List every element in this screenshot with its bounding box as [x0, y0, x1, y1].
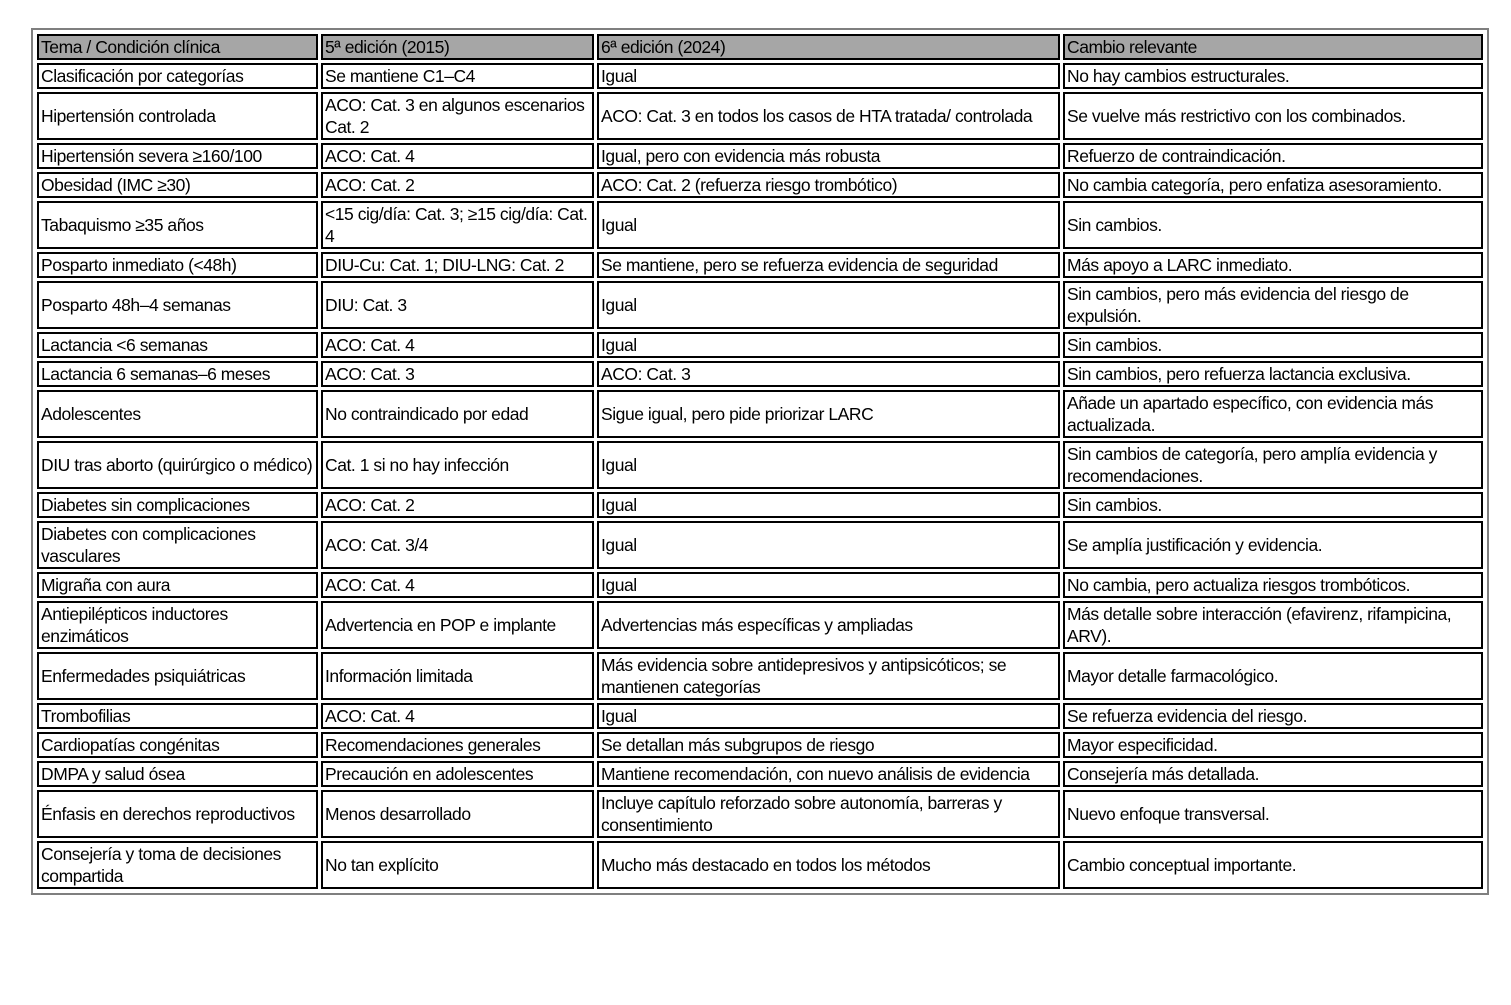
- cell-edition-6: Igual: [597, 332, 1060, 358]
- cell-topic: Diabetes sin complicaciones: [37, 492, 318, 518]
- cell-edition-6: ACO: Cat. 3 en todos los casos de HTA tratada/ controlada: [597, 92, 1060, 140]
- cell-change: Nuevo enfoque transversal.: [1063, 790, 1483, 838]
- cell-topic: Cardiopatías congénitas: [37, 732, 318, 758]
- cell-change: Se vuelve más restrictivo con los combinados.: [1063, 92, 1483, 140]
- cell-edition-6: ACO: Cat. 2 (refuerza riesgo trombótico): [597, 172, 1060, 198]
- table-row: [37, 281, 1483, 329]
- cell-change: Mayor especificidad.: [1063, 732, 1483, 758]
- cell-edition-5: ACO: Cat. 4: [321, 703, 594, 729]
- cell-edition-5: Información limitada: [321, 652, 594, 700]
- cell-change: Se amplía justificación y evidencia.: [1063, 521, 1483, 569]
- table-row: [37, 63, 1483, 89]
- table-row: [37, 790, 1483, 838]
- cell-change: Añade un apartado específico, con evidencia más actualizada.: [1063, 390, 1483, 438]
- table-row: [37, 703, 1483, 729]
- cell-topic: Migraña con aura: [37, 572, 318, 598]
- cell-edition-6: Igual: [597, 201, 1060, 249]
- header-edition-6: 6ª edición (2024): [597, 34, 1060, 60]
- comparison-table-container: [31, 28, 1489, 895]
- header-topic: Tema / Condición clínica: [37, 34, 318, 60]
- cell-edition-6: Mantiene recomendación, con nuevo análisis de evidencia: [597, 761, 1060, 787]
- cell-edition-5: ACO: Cat. 4: [321, 143, 594, 169]
- cell-change: Sin cambios.: [1063, 201, 1483, 249]
- header-edition-5: 5ª edición (2015): [321, 34, 594, 60]
- table-header: [37, 34, 1483, 60]
- table-row: [37, 761, 1483, 787]
- cell-edition-6: Igual, pero con evidencia más robusta: [597, 143, 1060, 169]
- cell-topic: Enfermedades psiquiátricas: [37, 652, 318, 700]
- cell-change: Más detalle sobre interacción (efavirenz, rifampicina, ARV).: [1063, 601, 1483, 649]
- cell-edition-5: Advertencia en POP e implante: [321, 601, 594, 649]
- table-row: [37, 143, 1483, 169]
- cell-change: Refuerzo de contraindicación.: [1063, 143, 1483, 169]
- comparison-table: [34, 31, 1486, 892]
- cell-change: Sin cambios, pero refuerza lactancia exclusiva.: [1063, 361, 1483, 387]
- cell-change: Mayor detalle farmacológico.: [1063, 652, 1483, 700]
- cell-change: Sin cambios.: [1063, 492, 1483, 518]
- table-row: [37, 390, 1483, 438]
- cell-change: Cambio conceptual importante.: [1063, 841, 1483, 889]
- cell-change: Sin cambios.: [1063, 332, 1483, 358]
- cell-edition-5: No tan explícito: [321, 841, 594, 889]
- table-row: [37, 361, 1483, 387]
- cell-topic: Clasificación por categorías: [37, 63, 318, 89]
- header-change: Cambio relevante: [1063, 34, 1483, 60]
- cell-topic: Antiepilépticos inductores enzimáticos: [37, 601, 318, 649]
- cell-edition-5: ACO: Cat. 2: [321, 172, 594, 198]
- cell-edition-6: Sigue igual, pero pide priorizar LARC: [597, 390, 1060, 438]
- cell-topic: DIU tras aborto (quirúrgico o médico): [37, 441, 318, 489]
- cell-edition-5: ACO: Cat. 4: [321, 572, 594, 598]
- cell-edition-6: Igual: [597, 492, 1060, 518]
- table-row: [37, 521, 1483, 569]
- table-row: [37, 652, 1483, 700]
- cell-edition-5: ACO: Cat. 3/4: [321, 521, 594, 569]
- cell-edition-6: Igual: [597, 441, 1060, 489]
- table-row: [37, 841, 1483, 889]
- cell-edition-5: <15 cig/día: Cat. 3; ≥15 cig/día: Cat. 4: [321, 201, 594, 249]
- cell-edition-6: Igual: [597, 572, 1060, 598]
- cell-topic: Lactancia 6 semanas–6 meses: [37, 361, 318, 387]
- cell-edition-6: Se mantiene, pero se refuerza evidencia de seguridad: [597, 252, 1060, 278]
- cell-edition-5: No contraindicado por edad: [321, 390, 594, 438]
- table-row: [37, 252, 1483, 278]
- cell-edition-6: Igual: [597, 63, 1060, 89]
- cell-change: Sin cambios de categoría, pero amplía evidencia y recomendaciones.: [1063, 441, 1483, 489]
- cell-edition-5: Menos desarrollado: [321, 790, 594, 838]
- cell-edition-5: Se mantiene C1–C4: [321, 63, 594, 89]
- cell-change: Sin cambios, pero más evidencia del riesgo de expulsión.: [1063, 281, 1483, 329]
- cell-edition-5: DIU-Cu: Cat. 1; DIU-LNG: Cat. 2: [321, 252, 594, 278]
- cell-topic: Consejería y toma de decisiones compartida: [37, 841, 318, 889]
- table-body: [37, 63, 1483, 889]
- table-row: [37, 441, 1483, 489]
- cell-change: Se refuerza evidencia del riesgo.: [1063, 703, 1483, 729]
- table-row: [37, 201, 1483, 249]
- cell-edition-5: Cat. 1 si no hay infección: [321, 441, 594, 489]
- cell-change: No hay cambios estructurales.: [1063, 63, 1483, 89]
- cell-change: No cambia, pero actualiza riesgos trombóticos.: [1063, 572, 1483, 598]
- cell-topic: Posparto 48h–4 semanas: [37, 281, 318, 329]
- cell-change: Más apoyo a LARC inmediato.: [1063, 252, 1483, 278]
- cell-topic: Trombofilias: [37, 703, 318, 729]
- cell-edition-6: Más evidencia sobre antidepresivos y antipsicóticos; se mantienen categorías: [597, 652, 1060, 700]
- table-row: [37, 732, 1483, 758]
- cell-edition-6: ACO: Cat. 3: [597, 361, 1060, 387]
- cell-topic: Hipertensión severa ≥160/100: [37, 143, 318, 169]
- cell-edition-6: Igual: [597, 703, 1060, 729]
- cell-edition-5: ACO: Cat. 4: [321, 332, 594, 358]
- cell-edition-6: Igual: [597, 281, 1060, 329]
- cell-topic: Énfasis en derechos reproductivos: [37, 790, 318, 838]
- table-row: [37, 492, 1483, 518]
- cell-topic: Hipertensión controlada: [37, 92, 318, 140]
- table-row: [37, 172, 1483, 198]
- cell-change: Consejería más detallada.: [1063, 761, 1483, 787]
- cell-edition-6: Incluye capítulo reforzado sobre autonomía, barreras y consentimiento: [597, 790, 1060, 838]
- cell-edition-5: Recomendaciones generales: [321, 732, 594, 758]
- cell-change: No cambia categoría, pero enfatiza asesoramiento.: [1063, 172, 1483, 198]
- cell-topic: Tabaquismo ≥35 años: [37, 201, 318, 249]
- cell-edition-6: Advertencias más específicas y ampliadas: [597, 601, 1060, 649]
- cell-edition-6: Mucho más destacado en todos los métodos: [597, 841, 1060, 889]
- cell-edition-5: ACO: Cat. 3: [321, 361, 594, 387]
- table-row: [37, 601, 1483, 649]
- table-row: [37, 572, 1483, 598]
- cell-edition-6: Igual: [597, 521, 1060, 569]
- cell-topic: Lactancia <6 semanas: [37, 332, 318, 358]
- cell-edition-5: ACO: Cat. 3 en algunos escenarios Cat. 2: [321, 92, 594, 140]
- cell-edition-5: DIU: Cat. 3: [321, 281, 594, 329]
- cell-topic: Posparto inmediato (<48h): [37, 252, 318, 278]
- cell-topic: Adolescentes: [37, 390, 318, 438]
- cell-edition-5: ACO: Cat. 2: [321, 492, 594, 518]
- cell-topic: DMPA y salud ósea: [37, 761, 318, 787]
- table-row: [37, 332, 1483, 358]
- cell-topic: Diabetes con complicaciones vasculares: [37, 521, 318, 569]
- cell-topic: Obesidad (IMC ≥30): [37, 172, 318, 198]
- cell-edition-5: Precaución en adolescentes: [321, 761, 594, 787]
- cell-edition-6: Se detallan más subgrupos de riesgo: [597, 732, 1060, 758]
- table-row: [37, 92, 1483, 140]
- header-row: [37, 34, 1483, 60]
